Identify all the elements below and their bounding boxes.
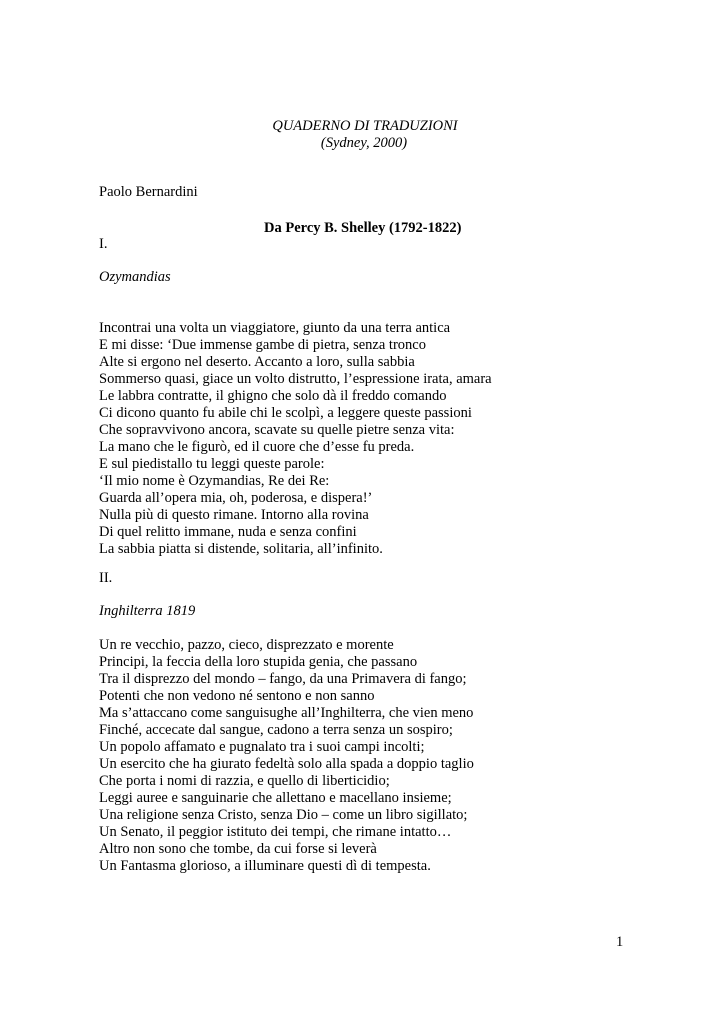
poem-line: Che sopravvivono ancora, scavate su quelle pietre senza vita:: [99, 422, 455, 438]
poem-title: Inghilterra 1819: [99, 603, 196, 619]
poem-line: Tra il disprezzo del mondo – fango, da una Primavera di fango;: [99, 671, 467, 687]
poem-line: Ma s’attaccano come sanguisughe all’Inghilterra, che vien meno: [99, 705, 474, 721]
poem-body: [99, 637, 474, 875]
poem-line: Un re vecchio, pazzo, cieco, disprezzato e morente: [99, 637, 394, 653]
poem-numeral: II.: [99, 570, 113, 586]
poem-line: ‘Il mio nome è Ozymandias, Re dei Re:: [99, 473, 330, 489]
poem-line: E sul piedistallo tu leggi queste parole:: [99, 456, 325, 472]
poem-body: [99, 320, 492, 558]
poem-line: Di quel relitto immane, nuda e senza confini: [99, 524, 357, 540]
poem-title: Ozymandias: [99, 269, 171, 285]
poem-line: Finché, accecate dal sangue, cadono a terra senza un sospiro;: [99, 722, 453, 738]
document-title: QUADERNO DI TRADUZIONI: [272, 118, 458, 134]
title-block: [0, 118, 724, 152]
author-name: Paolo Bernardini: [99, 184, 198, 200]
poem-line: Una religione senza Cristo, senza Dio – come un libro sigillato;: [99, 807, 468, 823]
poem-line: Altro non sono che tombe, da cui forse si leverà: [99, 841, 377, 857]
poem-line: Guarda all’opera mia, oh, poderosa, e dispera!’: [99, 490, 373, 506]
poem-line: Ci dicono quanto fu abile chi le scolpì, a leggere queste passioni: [99, 405, 472, 421]
poem-line: Incontrai una volta un viaggiatore, giunto da una terra antica: [99, 320, 451, 336]
section-heading: Da Percy B. Shelley (1792-1822): [264, 220, 462, 236]
poem-line: La mano che le figurò, ed il cuore che d’esse fu preda.: [99, 439, 415, 455]
poem-line: Alte si ergono nel deserto. Accanto a loro, sulla sabbia: [99, 354, 415, 370]
poem-line: Che porta i nomi di razzia, e quello di liberticidio;: [99, 773, 390, 789]
page-number: 1: [616, 934, 624, 950]
poem-line: Le labbra contratte, il ghigno che solo dà il freddo comando: [99, 388, 447, 404]
poem-numeral: I.: [99, 236, 108, 252]
document-subtitle: (Sydney, 2000): [320, 135, 408, 151]
poem-line: Sommerso quasi, giace un volto distrutto, l’espressione irata, amara: [99, 371, 492, 387]
poem-line: Un popolo affamato e pugnalato tra i suoi campi incolti;: [99, 739, 425, 755]
poem-line: Un Senato, il peggior istituto dei tempi, che rimane intatto…: [99, 824, 452, 840]
poem-line: Leggi auree e sanguinarie che allettano e macellano insieme;: [99, 790, 452, 806]
poem-line: Un Fantasma glorioso, a illuminare questi dì di tempesta.: [99, 858, 431, 874]
poem-line: Un esercito che ha giurato fedeltà solo alla spada a doppio taglio: [99, 756, 474, 772]
poem-line: Potenti che non vedono né sentono e non sanno: [99, 688, 375, 704]
poem-line: Nulla più di questo rimane. Intorno alla rovina: [99, 507, 369, 523]
poem-line: Principi, la feccia della loro stupida genia, che passano: [99, 654, 418, 670]
poem-line: E mi disse: ‘Due immense gambe di pietra, senza tronco: [99, 337, 426, 353]
poem-line: La sabbia piatta si distende, solitaria, all’infinito.: [99, 541, 383, 557]
